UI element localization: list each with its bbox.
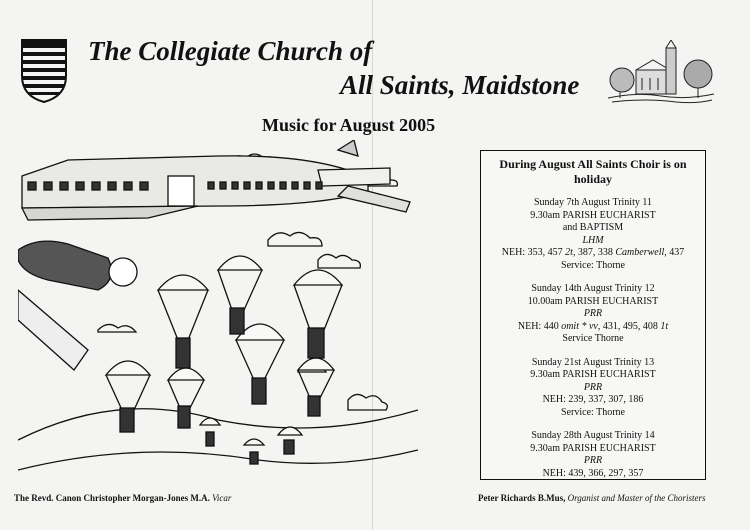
service-date: Sunday 28th August Trinity 14 — [531, 430, 655, 441]
service-hymns: NEH: 353, 457 2t, 387, 338 Camberwell, 437 — [501, 247, 685, 258]
service-hymns: NEH: 239, 337, 307, 186 — [542, 394, 644, 405]
service-extra: and BAPTISM — [562, 222, 624, 233]
service-block — [481, 357, 705, 420]
service-block — [481, 430, 705, 480]
crest-shield-icon — [20, 38, 68, 104]
service-hymns: NEH: 439, 366, 297, 357 — [542, 467, 644, 479]
page-subtitle: Music for August 2005 — [262, 115, 436, 135]
service-time: 9.30am PARISH EUCHARIST — [530, 209, 656, 221]
service-note: Service Thorne — [562, 333, 624, 344]
vicar-credit: The Revd. Canon Christopher Morgan-Jones M.A. Vicar — [14, 493, 232, 503]
service-block — [481, 283, 705, 346]
church-sketch-illustration — [606, 40, 716, 110]
schedule-box — [480, 150, 706, 480]
parachute-cartoon-illustration — [18, 140, 418, 480]
service-time: 9.30am PARISH EUCHARIST — [530, 442, 656, 454]
service-date: Sunday 14th August Trinity 12 — [531, 283, 655, 294]
service-note: Service: Thorne — [561, 259, 625, 271]
service-setting: PRR — [583, 308, 603, 319]
church-title-line1: The Collegiate Church of — [88, 36, 373, 66]
service-setting: PRR — [583, 381, 603, 393]
service-setting: PRR — [583, 455, 603, 466]
service-hymns: NEH: 440 omit * vv, 431, 495, 408 1t — [517, 320, 669, 332]
service-date: Sunday 7th August Trinity 11 — [534, 197, 652, 208]
organist-credit: Peter Richards B.Mus, Organist and Master of the Choristers — [478, 493, 706, 503]
service-time: 10.00am PARISH EUCHARIST — [527, 295, 659, 307]
service-block — [481, 197, 705, 272]
service-time: 9.30am PARISH EUCHARIST — [530, 369, 656, 380]
church-title-line2: All Saints, Maidstone — [340, 70, 580, 100]
schedule-heading: During August All Saints Choir is on holiday — [499, 157, 687, 186]
service-setting: LHM — [582, 234, 604, 246]
service-date: Sunday 21st August Trinity 13 — [531, 356, 655, 368]
service-note: Service: Thorne — [561, 406, 625, 418]
